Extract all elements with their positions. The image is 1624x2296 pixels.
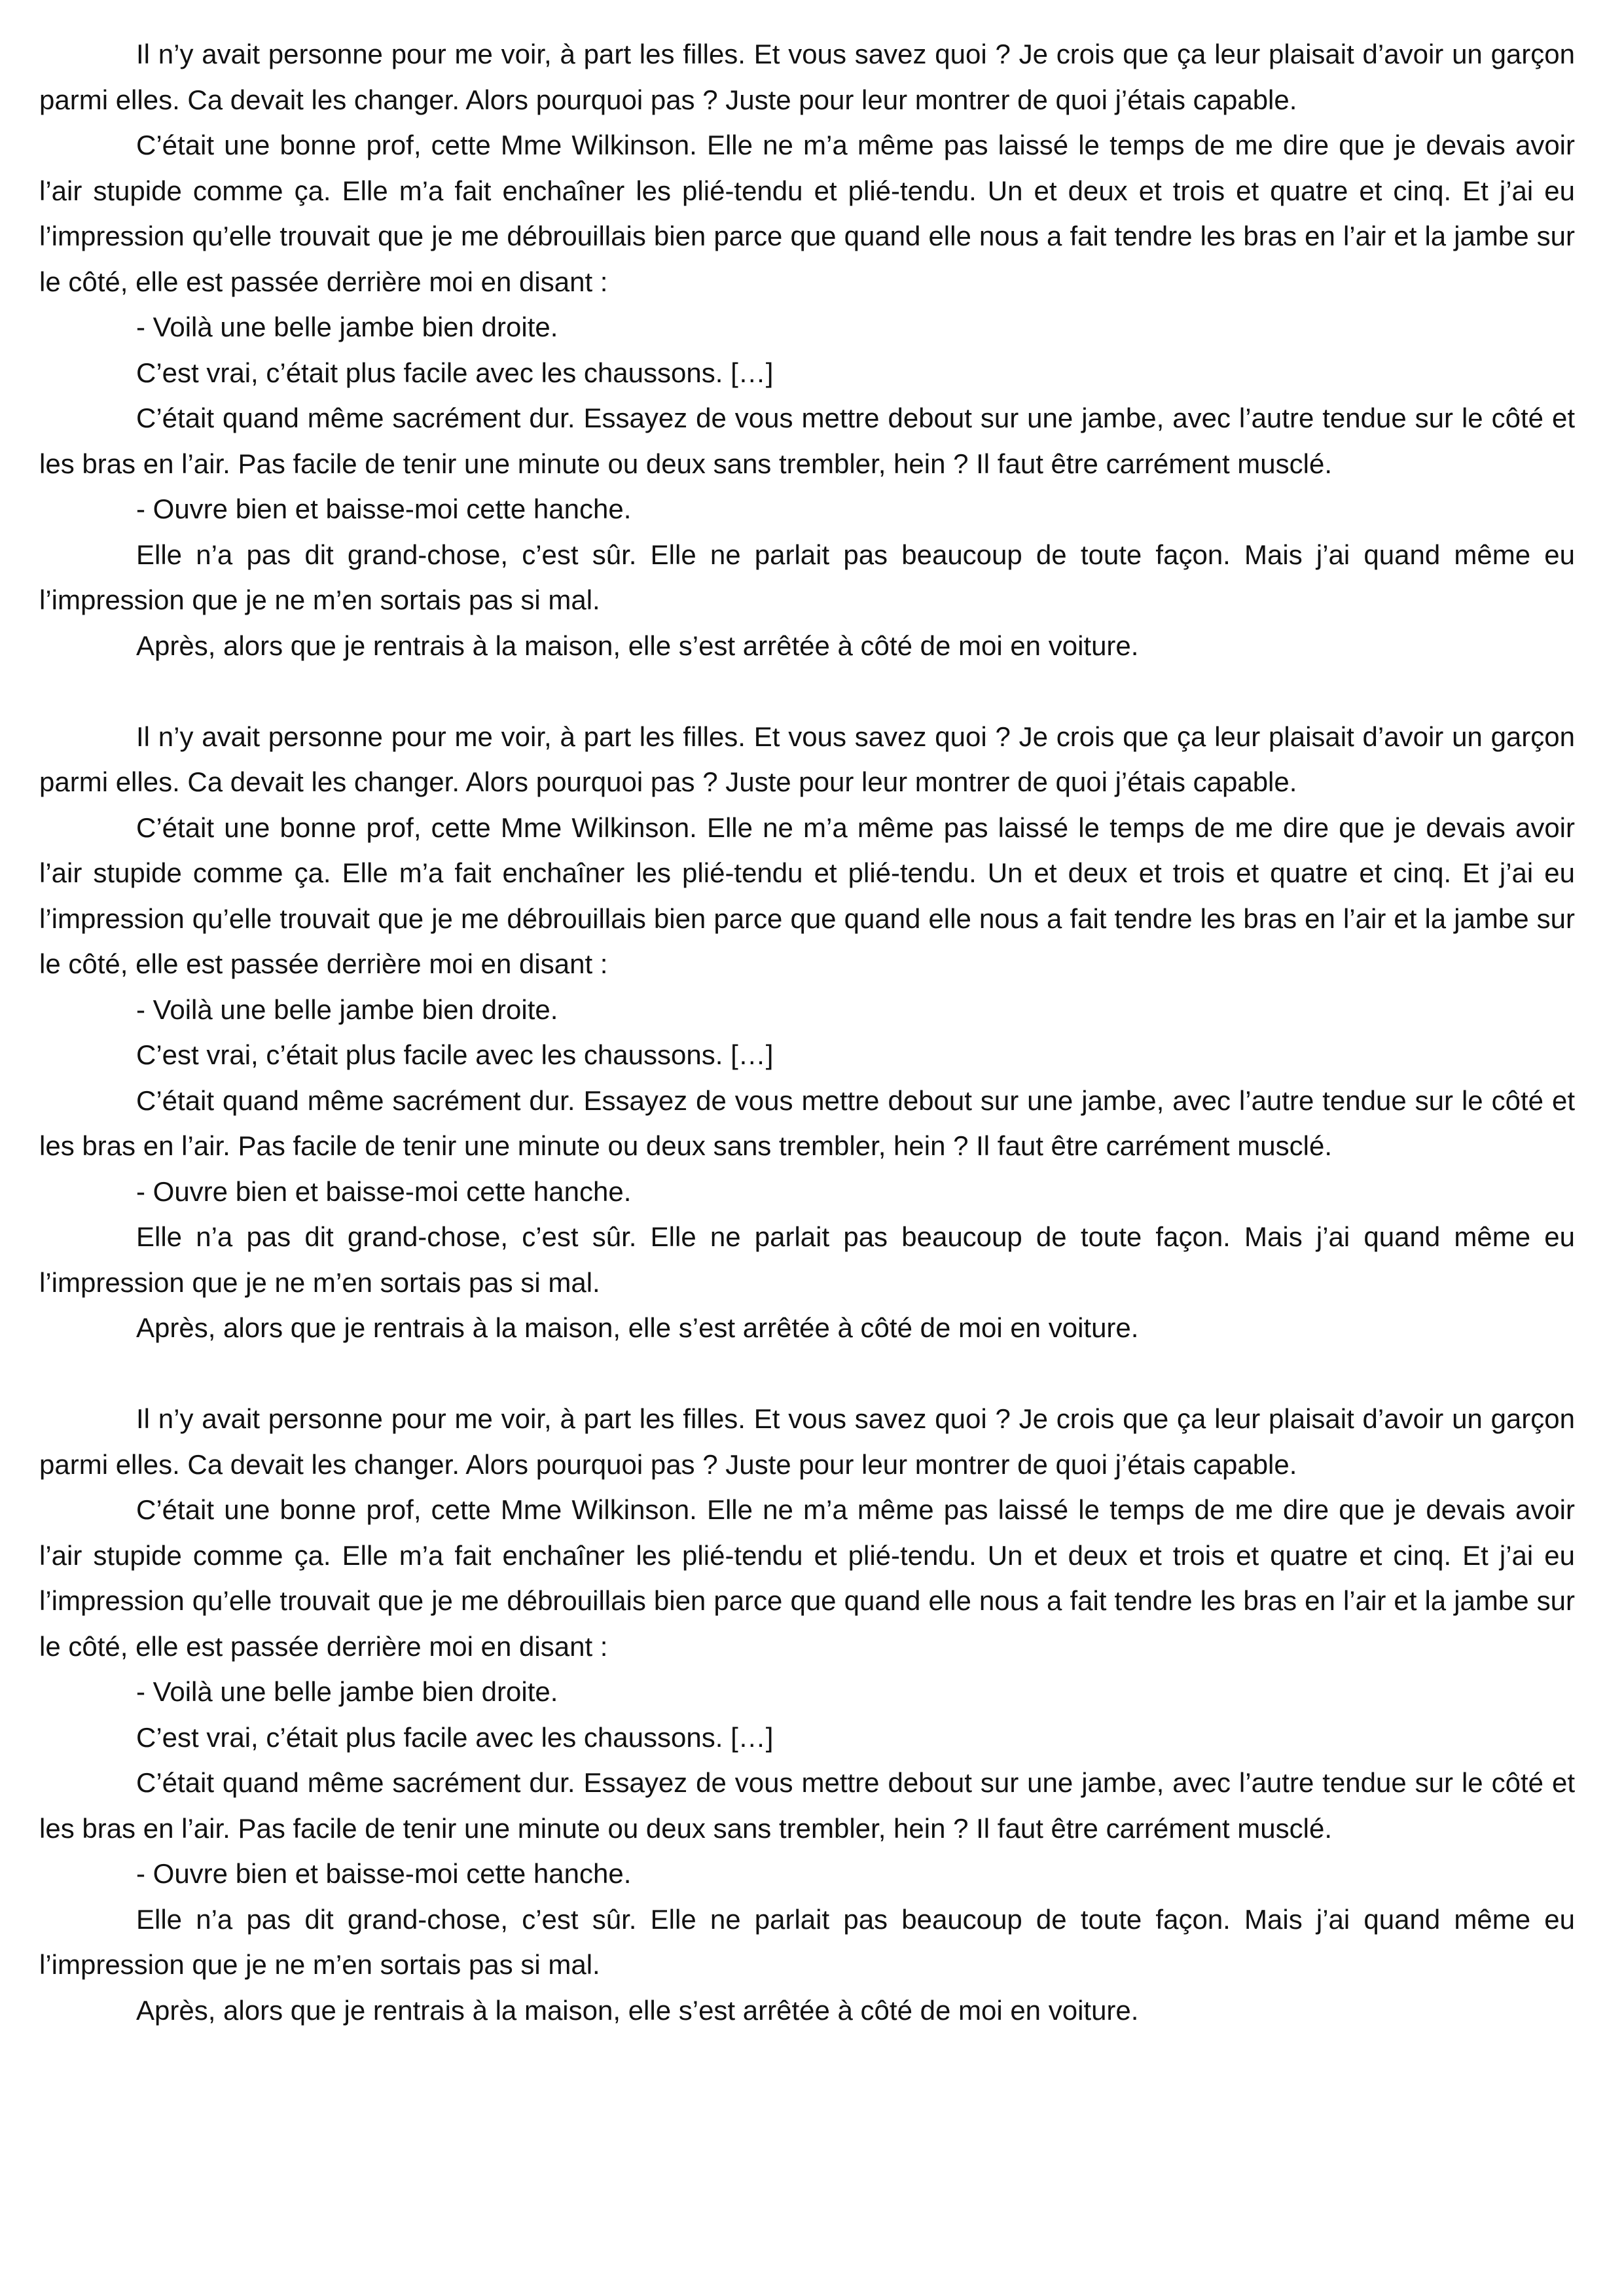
text-block-2 [39, 714, 1575, 1351]
paragraph: Après, alors que je rentrais à la maison, elle s’est arrêtée à côté de moi en voiture. [136, 630, 1139, 661]
paragraph: Elle n’a pas dit grand-chose, c’est sûr. Elle ne parlait pas beaucoup de toute façon. Mais j’ai quand même eu l’impression que je ne m’en sortais pas si mal. [39, 1221, 1575, 1298]
paragraph: C’était une bonne prof, cette Mme Wilkinson. Elle ne m’a même pas laissé le temps de me dire que je devais avoir l’air stupide comme ça. Elle m’a fait enchaîner les plié-tendu et plié-tendu. Un et deux et trois et quatre et cinq. Et j’ai eu l’impression qu’elle trouvait que je me débrouillais bien parce que quand elle nous a fait tendre les bras en l’air et la jambe sur le côté, elle est passée derrière moi en disant : [39, 1494, 1575, 1662]
paragraph: Après, alors que je rentrais à la maison, elle s’est arrêtée à côté de moi en voiture. [136, 1312, 1139, 1343]
paragraph: C’est vrai, c’était plus facile avec les chaussons. […] [136, 357, 774, 388]
paragraph: Après, alors que je rentrais à la maison, elle s’est arrêtée à côté de moi en voiture. [136, 1994, 1139, 2026]
paragraph: Elle n’a pas dit grand-chose, c’est sûr. Elle ne parlait pas beaucoup de toute façon. Mais j’ai quand même eu l’impression que je ne m’en sortais pas si mal. [39, 1903, 1575, 1980]
paragraph: Il n’y avait personne pour me voir, à part les filles. Et vous savez quoi ? Je crois que ça leur plaisait d’avoir un garçon parmi elles. Ca devait les changer. Alors pourquoi pas ? Juste pour leur montrer de quoi j’étais capable. [39, 721, 1575, 797]
dialogue-line: - Ouvre bien et baisse-moi cette hanche. [136, 493, 632, 524]
paragraph: C’est vrai, c’était plus facile avec les chaussons. […] [136, 1721, 774, 1753]
paragraph: C’était quand même sacrément dur. Essayez de vous mettre debout sur une jambe, avec l’autre tendue sur le côté et les bras en l’air. Pas facile de tenir une minute ou deux sans trembler, hein ? Il faut être carrément musclé. [39, 1085, 1575, 1161]
text-block-3 [39, 1396, 1575, 2033]
dialogue-line: - Voilà une belle jambe bien droite. [136, 312, 558, 342]
document-page [39, 31, 1575, 2079]
dialogue-line: - Ouvre bien et baisse-moi cette hanche. [136, 1175, 632, 1207]
paragraph: Elle n’a pas dit grand-chose, c’est sûr. Elle ne parlait pas beaucoup de toute façon. Mais j’ai quand même eu l’impression que je ne m’en sortais pas si mal. [39, 539, 1575, 615]
paragraph: C’était quand même sacrément dur. Essayez de vous mettre debout sur une jambe, avec l’autre tendue sur le côté et les bras en l’air. Pas facile de tenir une minute ou deux sans trembler, hein ? Il faut être carrément musclé. [39, 1767, 1575, 1844]
paragraph: Il n’y avait personne pour me voir, à part les filles. Et vous savez quoi ? Je crois que ça leur plaisait d’avoir un garçon parmi elles. Ca devait les changer. Alors pourquoi pas ? Juste pour leur montrer de quoi j’étais capable. [39, 1403, 1575, 1480]
paragraph: C’était une bonne prof, cette Mme Wilkinson. Elle ne m’a même pas laissé le temps de me dire que je devais avoir l’air stupide comme ça. Elle m’a fait enchaîner les plié-tendu et plié-tendu. Un et deux et trois et quatre et cinq. Et j’ai eu l’impression qu’elle trouvait que je me débrouillais bien parce que quand elle nous a fait tendre les bras en l’air et la jambe sur le côté, elle est passée derrière moi en disant : [39, 812, 1575, 979]
paragraph: C’est vrai, c’était plus facile avec les chaussons. […] [136, 1039, 774, 1070]
dialogue-line: - Voilà une belle jambe bien droite. [136, 994, 558, 1025]
paragraph: C’était une bonne prof, cette Mme Wilkinson. Elle ne m’a même pas laissé le temps de me dire que je devais avoir l’air stupide comme ça. Elle m’a fait enchaîner les plié-tendu et plié-tendu. Un et deux et trois et quatre et cinq. Et j’ai eu l’impression qu’elle trouvait que je me débrouillais bien parce que quand elle nous a fait tendre les bras en l’air et la jambe sur le côté, elle est passée derrière moi en disant : [39, 130, 1575, 297]
text-block-1 [39, 31, 1575, 668]
paragraph: Il n’y avait personne pour me voir, à part les filles. Et vous savez quoi ? Je crois que ça leur plaisait d’avoir un garçon parmi elles. Ca devait les changer. Alors pourquoi pas ? Juste pour leur montrer de quoi j’étais capable. [39, 39, 1575, 115]
paragraph: C’était quand même sacrément dur. Essayez de vous mettre debout sur une jambe, avec l’autre tendue sur le côté et les bras en l’air. Pas facile de tenir une minute ou deux sans trembler, hein ? Il faut être carrément musclé. [39, 403, 1575, 479]
dialogue-line: - Voilà une belle jambe bien droite. [136, 1676, 558, 1707]
dialogue-line: - Ouvre bien et baisse-moi cette hanche. [136, 1858, 632, 1889]
